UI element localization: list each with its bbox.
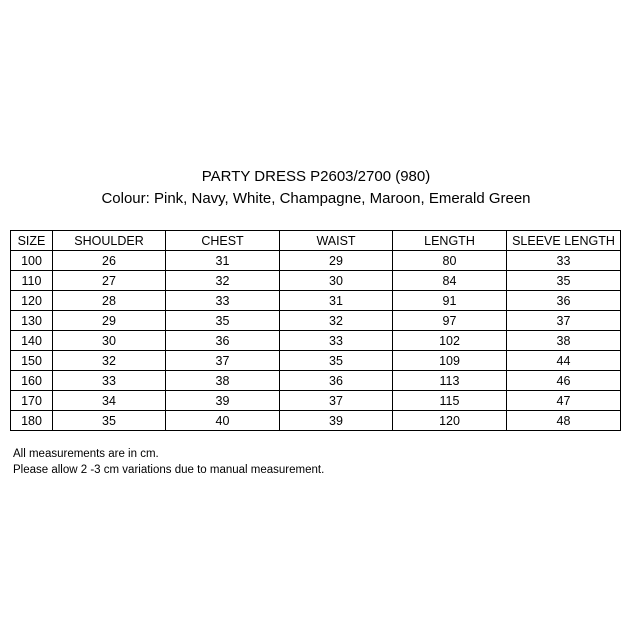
table-cell: 140 [11, 331, 53, 351]
table-cell: 160 [11, 371, 53, 391]
table-body [11, 251, 621, 431]
table-cell: 32 [53, 351, 166, 371]
note-variation: Please allow 2 -3 cm variations due to manual measurement. [13, 464, 325, 476]
table-cell: 33 [280, 331, 393, 351]
table-row [11, 271, 621, 291]
table-cell: 33 [53, 371, 166, 391]
table-cell: 130 [11, 311, 53, 331]
table-header-row [11, 231, 621, 251]
table-cell: 26 [53, 251, 166, 271]
table-cell: 37 [507, 311, 621, 331]
table-cell: 27 [53, 271, 166, 291]
header-cell: SIZE [11, 231, 53, 251]
table-cell: 180 [11, 411, 53, 431]
note-units: All measurements are in cm. [13, 448, 159, 460]
table-cell: 48 [507, 411, 621, 431]
table-cell: 113 [393, 371, 507, 391]
table-row [11, 351, 621, 371]
header-cell: WAIST [280, 231, 393, 251]
table-cell: 38 [507, 331, 621, 351]
table-cell: 115 [393, 391, 507, 411]
table-cell: 28 [53, 291, 166, 311]
table-cell: 170 [11, 391, 53, 411]
table-cell: 36 [280, 371, 393, 391]
table-cell: 29 [53, 311, 166, 331]
table-cell: 33 [166, 291, 280, 311]
table-cell: 33 [507, 251, 621, 271]
table-cell: 35 [53, 411, 166, 431]
table-cell: 109 [393, 351, 507, 371]
table-cell: 91 [393, 291, 507, 311]
size-chart-table [10, 230, 621, 431]
table-cell: 150 [11, 351, 53, 371]
colour-options: Colour: Pink, Navy, White, Champagne, Maroon, Emerald Green [101, 190, 531, 207]
table-row [11, 371, 621, 391]
table-cell: 29 [280, 251, 393, 271]
table-cell: 120 [393, 411, 507, 431]
table-cell: 38 [166, 371, 280, 391]
table-cell: 40 [166, 411, 280, 431]
header-cell: SLEEVE LENGTH [507, 231, 621, 251]
table-row [11, 411, 621, 431]
table-cell: 39 [166, 391, 280, 411]
table-cell: 47 [507, 391, 621, 411]
table-row [11, 331, 621, 351]
table-cell: 35 [507, 271, 621, 291]
table-cell: 80 [393, 251, 507, 271]
table-cell: 36 [507, 291, 621, 311]
product-title: PARTY DRESS P2603/2700 (980) [201, 168, 431, 185]
table-cell: 30 [53, 331, 166, 351]
table-cell: 110 [11, 271, 53, 291]
table-cell: 100 [11, 251, 53, 271]
table-cell: 34 [53, 391, 166, 411]
measurement-notes [13, 446, 324, 478]
table-cell: 44 [507, 351, 621, 371]
title-block [0, 166, 632, 210]
table-cell: 36 [166, 331, 280, 351]
table-row [11, 291, 621, 311]
table-cell: 32 [166, 271, 280, 291]
table-cell: 37 [280, 391, 393, 411]
header-cell: LENGTH [393, 231, 507, 251]
table-cell: 84 [393, 271, 507, 291]
table-row [11, 251, 621, 271]
table-cell: 120 [11, 291, 53, 311]
header-cell: CHEST [166, 231, 280, 251]
table-cell: 35 [280, 351, 393, 371]
table-cell: 31 [280, 291, 393, 311]
table-cell: 30 [280, 271, 393, 291]
table-cell: 39 [280, 411, 393, 431]
header-cell: SHOULDER [53, 231, 166, 251]
table-cell: 31 [166, 251, 280, 271]
table-row [11, 391, 621, 411]
table-cell: 37 [166, 351, 280, 371]
table-cell: 97 [393, 311, 507, 331]
table-cell: 102 [393, 331, 507, 351]
table-cell: 32 [280, 311, 393, 331]
table-cell: 46 [507, 371, 621, 391]
table-row [11, 311, 621, 331]
table-cell: 35 [166, 311, 280, 331]
